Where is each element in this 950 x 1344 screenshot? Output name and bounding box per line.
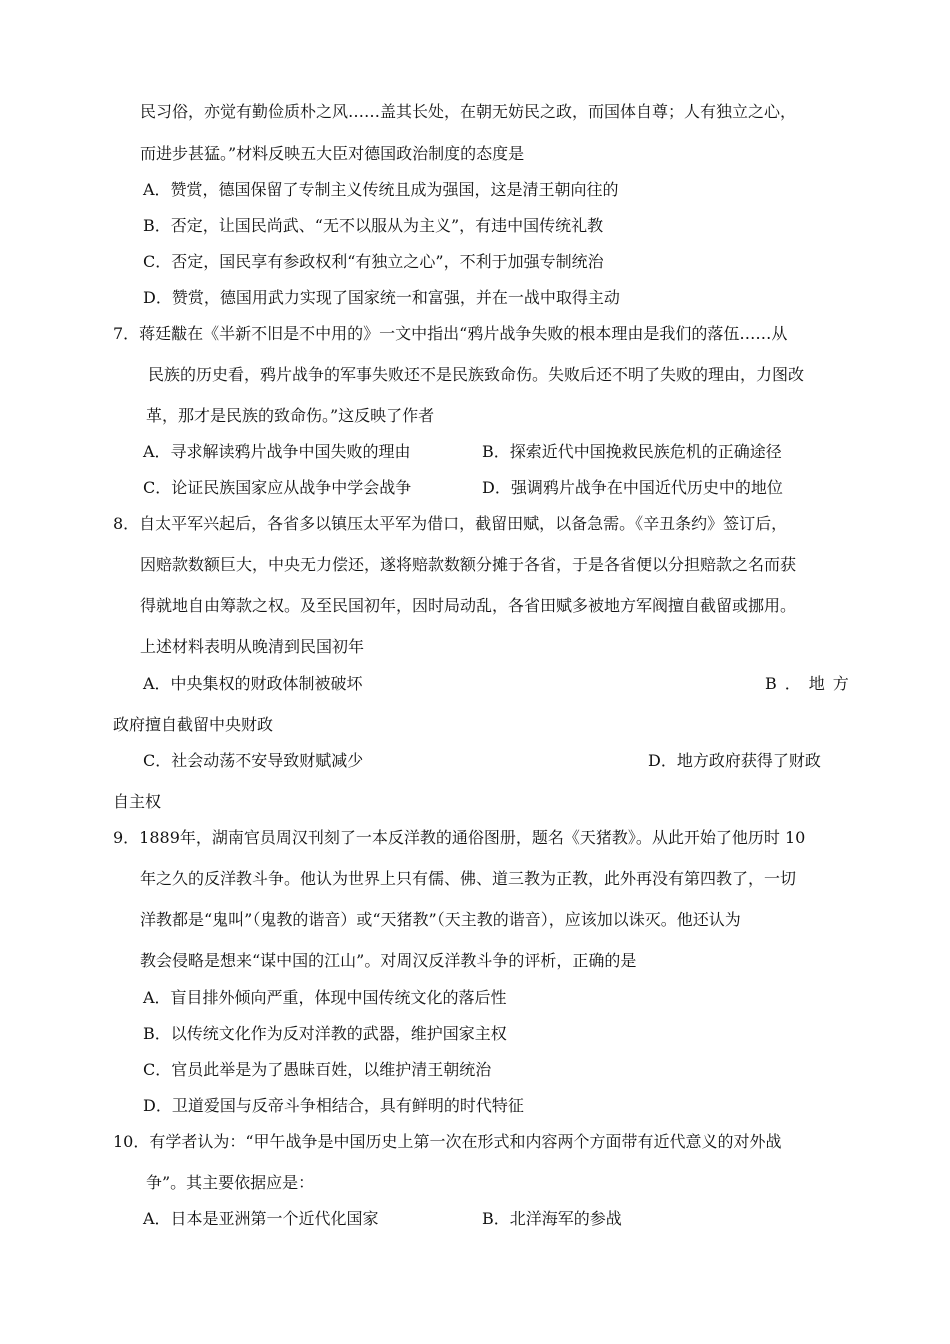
q9-option-d: D．卫道爱国与反帝斗争相结合，具有鲜明的时代特征 [143,1096,524,1115]
q8-stem-line-2: 因赔款数额巨大，中央无力偿还，遂将赔款数额分摊于各省，于是各省便以分担赔款之名而获 [140,555,797,574]
q8-stem-line-1: 8．自太平军兴起后，各省多以镇压太平军为借口，截留田赋，以备急需。《辛丑条约》签订后， [113,514,788,533]
q10-stem-line-1: 10．有学者认为：“甲午战争是中国历史上第一次在形式和内容两个方面带有近代意义的对外战 [113,1132,782,1151]
q9-stem-line-4: 教会侵略是想来“谋中国的江山”。对周汉反洋教斗争的评析，正确的是 [140,951,637,970]
q6-option-a: A．赞赏，德国保留了专制主义传统且成为强国，这是清王朝向往的 [143,180,619,199]
q7-option-a: A．寻求解读鸦片战争中国失败的理由 [143,442,411,461]
q8-option-d-head: D．地方政府获得了财政 [648,751,821,770]
q8-option-d-tail: 自主权 [113,792,162,811]
q7-stem-line-1: 7．蒋廷黻在《半新不旧是不中用的》一文中指出“鸦片战争失败的根本理由是我们的落伍……从 [113,324,788,343]
q9-option-b: B．以传统文化作为反对洋教的武器，维护国家主权 [143,1024,507,1043]
q6-option-c: C．否定，国民享有参政权利“有独立之心”，不利于加强专制统治 [143,252,604,271]
q7-stem-line-2: 民族的历史看，鸦片战争的军事失败还不是民族致命伤。失败后还不明了失败的理由，力图改 [148,365,805,384]
q9-stem-line-2: 年之久的反洋教斗争。他认为世界上只有儒、佛、道三教为正教，此外再没有第四教了，一切 [140,869,797,888]
q9-stem-line-1: 9．1889年，湖南官员周汉刊刻了一本反洋教的通俗图册，题名《天猪教》。从此开始了他历时 10 [113,828,806,847]
q10-option-b: B．北洋海军的参战 [482,1209,622,1228]
q7-option-d: D．强调鸦片战争在中国近代历史中的地位 [482,478,783,497]
q6-option-d: D．赞赏，德国用武力实现了国家统一和富强，并在一战中取得主动 [143,288,620,307]
q8-option-b-head: B．地方 [765,674,857,693]
q7-option-b: B．探索近代中国挽救民族危机的正确途径 [482,442,782,461]
q9-option-c: C．官员此举是为了愚昧百姓，以维护清王朝统治 [143,1060,492,1079]
q7-option-c: C．论证民族国家应从战争中学会战争 [143,478,412,497]
q9-option-a: A．盲目排外倾向严重，体现中国传统文化的落后性 [143,988,507,1007]
q8-option-a: A．中央集权的财政体制被破坏 [143,674,363,693]
q8-option-b-tail: 政府擅自截留中央财政 [113,715,274,734]
q10-option-a: A．日本是亚洲第一个近代化国家 [143,1209,379,1228]
q7-stem-line-3: 革，那才是民族的致命伤。”这反映了作者 [146,406,435,425]
q8-stem-line-3: 得就地自由筹款之权。及至民国初年，因时局动乱，各省田赋多被地方军阀擅自截留或挪用。 [140,596,797,615]
q8-stem-line-4: 上述材料表明从晚清到民国初年 [140,637,365,656]
q6-option-b: B．否定，让国民尚武、“无不以服从为主义”，有违中国传统礼教 [143,216,604,235]
q8-option-c: C．社会动荡不安导致财赋减少 [143,751,364,770]
q6-stem-line-1: 民习俗，亦觉有勤俭质朴之风……盖其长处，在朝无妨民之政，而国体自尊；人有独立之心， [140,102,797,121]
q10-stem-line-2: 争”。其主要依据应是： [146,1173,315,1192]
q9-stem-line-3: 洋教都是“鬼叫”（鬼教的谐音）或“天猪教”（天主教的谐音），应该加以诛灭。他还认为 [140,910,741,929]
q6-stem-line-2: 而进步甚猛。”材料反映五大臣对德国政治制度的态度是 [140,144,525,163]
